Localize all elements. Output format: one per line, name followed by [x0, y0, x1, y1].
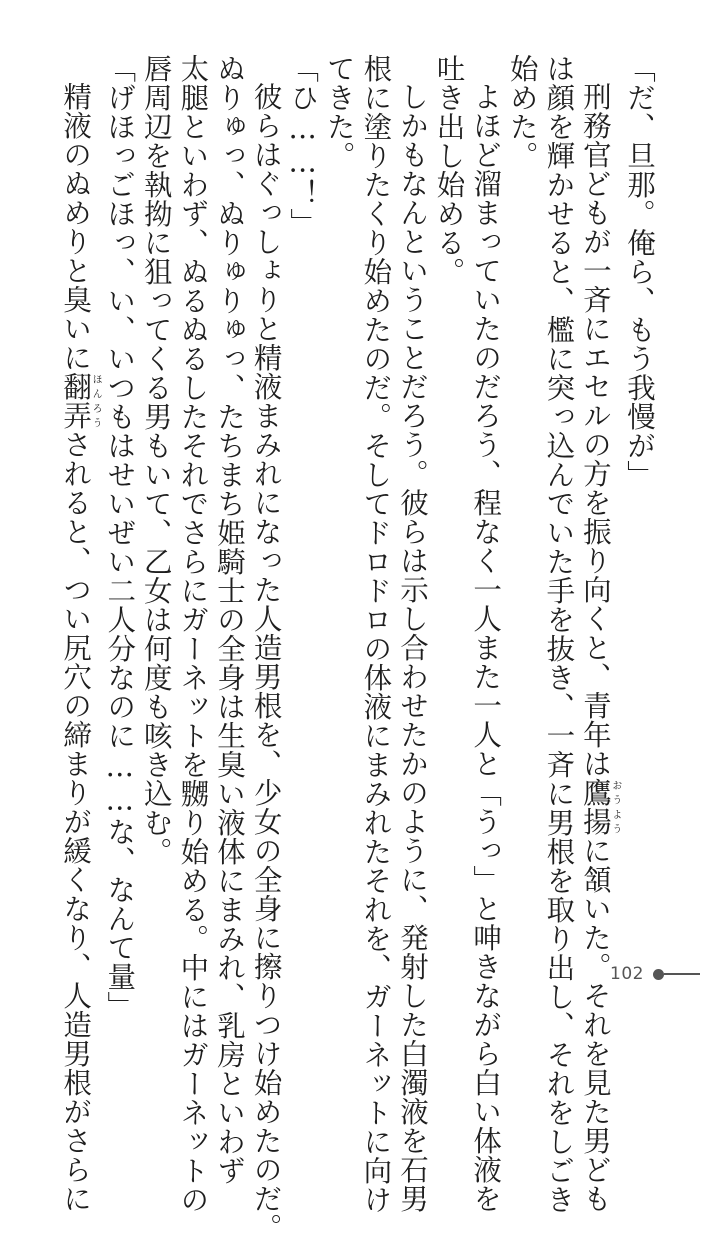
- text-line: 彼らはぐっしょりと精液まみれになった人造男根を、少女の全身に擦りつけ始めたのだ。: [249, 82, 283, 1242]
- page-number: 102: [610, 964, 644, 984]
- text-segment: に頷いた。それを見た男ども: [578, 836, 612, 1213]
- ruby-base: 鷹揚: [578, 778, 612, 836]
- text-line: [576, 54, 621, 1213]
- ruby-reading: ほんろう: [90, 372, 102, 430]
- text-segment: 刑務官どもが一斉にエセルの方を振り向くと、青年は: [578, 82, 612, 778]
- ruby-reading: おうよう: [609, 778, 621, 836]
- text-line: よほど溜まっていたのだろう、程なく一人また一人と「うっ」と呻きながら白い体液を: [469, 82, 503, 1213]
- footer-dot-ornament: [653, 969, 664, 980]
- text-line: 根に塗りたくり始めたのだ。そしてドロドロの体液にまみれたそれを、ガーネットに向け: [359, 54, 393, 1214]
- text-line: [57, 54, 102, 1213]
- ruby-word: [578, 778, 621, 836]
- text-line: 「げほっごほっ、い、いつもはせいぜい二人分なのに……な、なんて量」: [103, 54, 137, 1020]
- text-line: 太腿といわず、ぬるぬるしたそれでさらにガーネットを嬲り始める。中にはガーネットの: [176, 54, 210, 1214]
- text-line: てきた。: [322, 54, 356, 170]
- text-line: は顔を輝かせると、檻に突っ込んでいた手を抜き、一斉に男根を取り出し、それをしごき: [542, 54, 576, 1214]
- footer-line-ornament: [664, 973, 700, 975]
- text-line: 吐き出し始める。: [432, 54, 466, 286]
- text-line: ぬりゅっ、ぬりゅりゅっ、たちまち姫騎士の全身は生臭い液体にまみれ、乳房といわず: [212, 54, 246, 1185]
- text-line: しかもなんということだろう。彼らは示し合わせたかのように、発射した白濁液を石男: [395, 82, 429, 1213]
- page-footer: [610, 962, 700, 986]
- text-line: 「ひ……！」: [286, 54, 320, 237]
- text-line: 始めた。: [505, 54, 539, 170]
- ruby-word: [59, 372, 102, 430]
- text-line: 唇周辺を執拗に狙ってくる男もいて、乙女は何度も咳き込む。: [139, 54, 173, 866]
- text-segment: されると、つい尻穴の締まりが緩くなり、人造男根がさらに: [59, 430, 93, 1213]
- text-line: 「だ、旦那。俺ら、もう我慢が」: [623, 54, 656, 489]
- text-segment: 精液のぬめりと臭いに: [59, 82, 93, 372]
- ruby-base: 翻弄: [59, 372, 93, 430]
